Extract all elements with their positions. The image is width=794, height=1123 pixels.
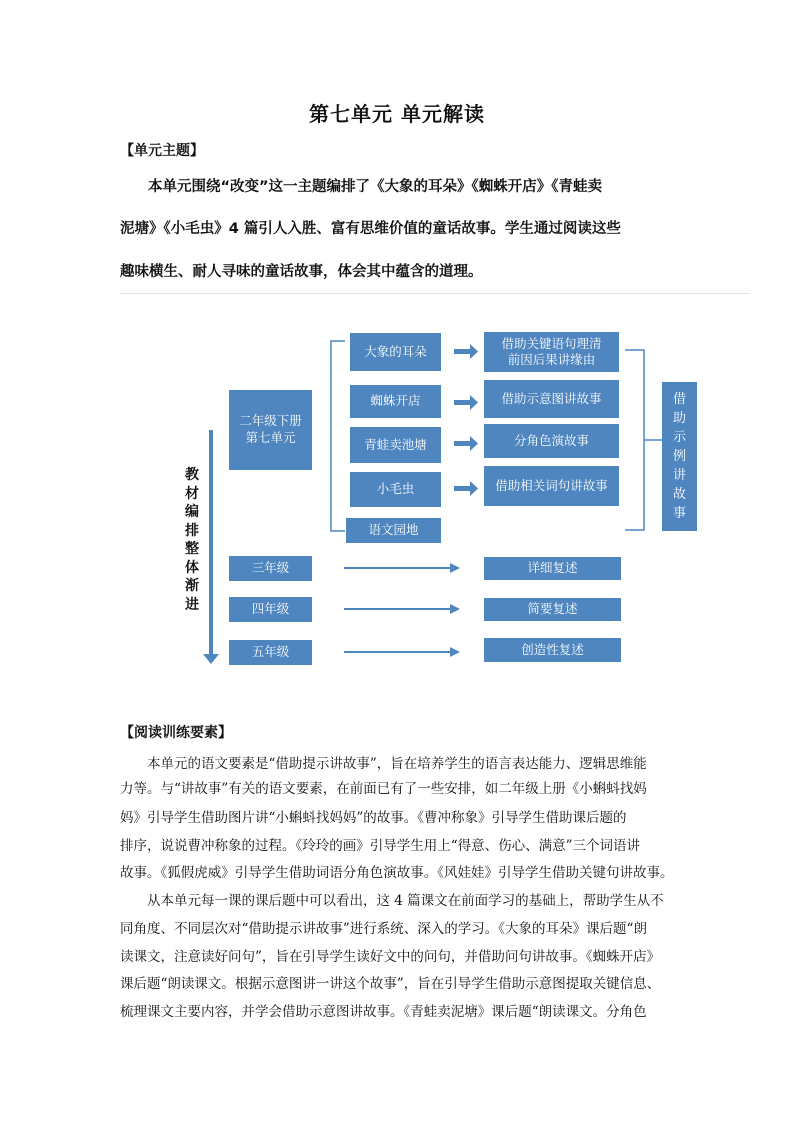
grade-box: 三年级 — [229, 556, 312, 581]
reading-line: 排序，说说曹冲称象的过程。《玲玲的画》引导学生用上“得意、伤心、满意”三个词语讲 — [120, 838, 641, 854]
progression-label: 教材编排整体渐进 — [185, 467, 199, 613]
reading-line: 从本单元每一课的课后题中可以看出，这 4 篇课文在前面学习的基础上，帮助学生从不 — [147, 893, 664, 909]
theme-line: 泥塘》《小毛虫》4 篇引人入胜、富有思维价值的童话故事。学生通过阅读这些 — [120, 221, 621, 237]
progression-arrow-head — [203, 654, 219, 664]
lesson-box: 小毛虫 — [350, 472, 441, 507]
theme-line: 趣味横生、耐人寻味的童话故事，体会其中蕴含的道理。 — [120, 264, 483, 280]
section-heading-reading: 【阅读训练要素】 — [120, 725, 232, 741]
method-box: 借助相关词句讲故事 — [484, 466, 619, 506]
reading-line: 本单元的语文要素是“借助提示讲故事”，旨在培养学生的语言表达能力、逻辑思维能 — [147, 756, 647, 772]
grade-method-box: 简要复述 — [484, 598, 621, 621]
section-heading-theme: 【单元主题】 — [120, 143, 204, 159]
grade-method-box: 详细复述 — [484, 557, 621, 580]
page-title: 第七单元 单元解读 — [309, 102, 485, 126]
grade-arrows — [344, 563, 460, 657]
reading-line: 读课文，注意读好问句”，旨在引导学生读好文中的问句，并借助问句讲故事。《蜘蛛开店》 — [120, 949, 661, 965]
reading-line: 妈》引导学生借助图片讲“小蝌蚪找妈妈”的故事。《曹冲称象》引导学生借助课后题的 — [120, 810, 627, 826]
reading-line: 故事。《狐假虎威》引导学生借助词语分角色演故事。《风娃娃》引导学生借助关键句讲故事。 — [120, 865, 674, 881]
grade-box: 四年级 — [229, 597, 312, 622]
method-box: 借助关键语句理清 前因后果讲缘由 — [484, 332, 619, 372]
reading-line: 同角度、不同层次对“借助提示讲故事”进行系统、深入的学习。《大象的耳朵》课后题“朗 — [120, 921, 647, 937]
lesson-box: 语文园地 — [346, 518, 441, 543]
reading-line: 梳理课文主要内容，并学会借助示意图讲故事。《青蛙卖泥塘》课后题“朗读课文。分角色 — [120, 1004, 647, 1020]
method-box: 借助示意图讲故事 — [484, 380, 619, 418]
method-bracket — [625, 350, 644, 530]
lesson-method-arrows — [454, 344, 478, 496]
theme-line: 本单元围绕“改变”这一主题编排了《大象的耳朵》《蜘蛛开店》《青蛙卖 — [148, 179, 603, 195]
unit-box: 二年级下册 第七单元 — [229, 390, 312, 470]
method-box: 分角色演故事 — [484, 424, 619, 458]
grade-box: 五年级 — [229, 640, 312, 665]
reading-line: 力等。与“讲故事”有关的语文要素，在前面已有了一些安排，如二年级上册《小蝌蚪找妈 — [120, 781, 647, 797]
grade-method-box: 创造性复述 — [484, 638, 621, 662]
lesson-box: 蜘蛛开店 — [350, 385, 441, 418]
reading-line: 课后题“朗读课文。根据示意图讲一讲这个故事”，旨在引导学生借助示意图提取关键信息、 — [120, 976, 661, 992]
lesson-bracket — [331, 341, 345, 531]
lesson-box: 大象的耳朵 — [350, 333, 441, 371]
lesson-box: 青蛙卖池塘 — [350, 427, 441, 463]
summary-box: 借助示例讲故事 — [662, 382, 697, 531]
